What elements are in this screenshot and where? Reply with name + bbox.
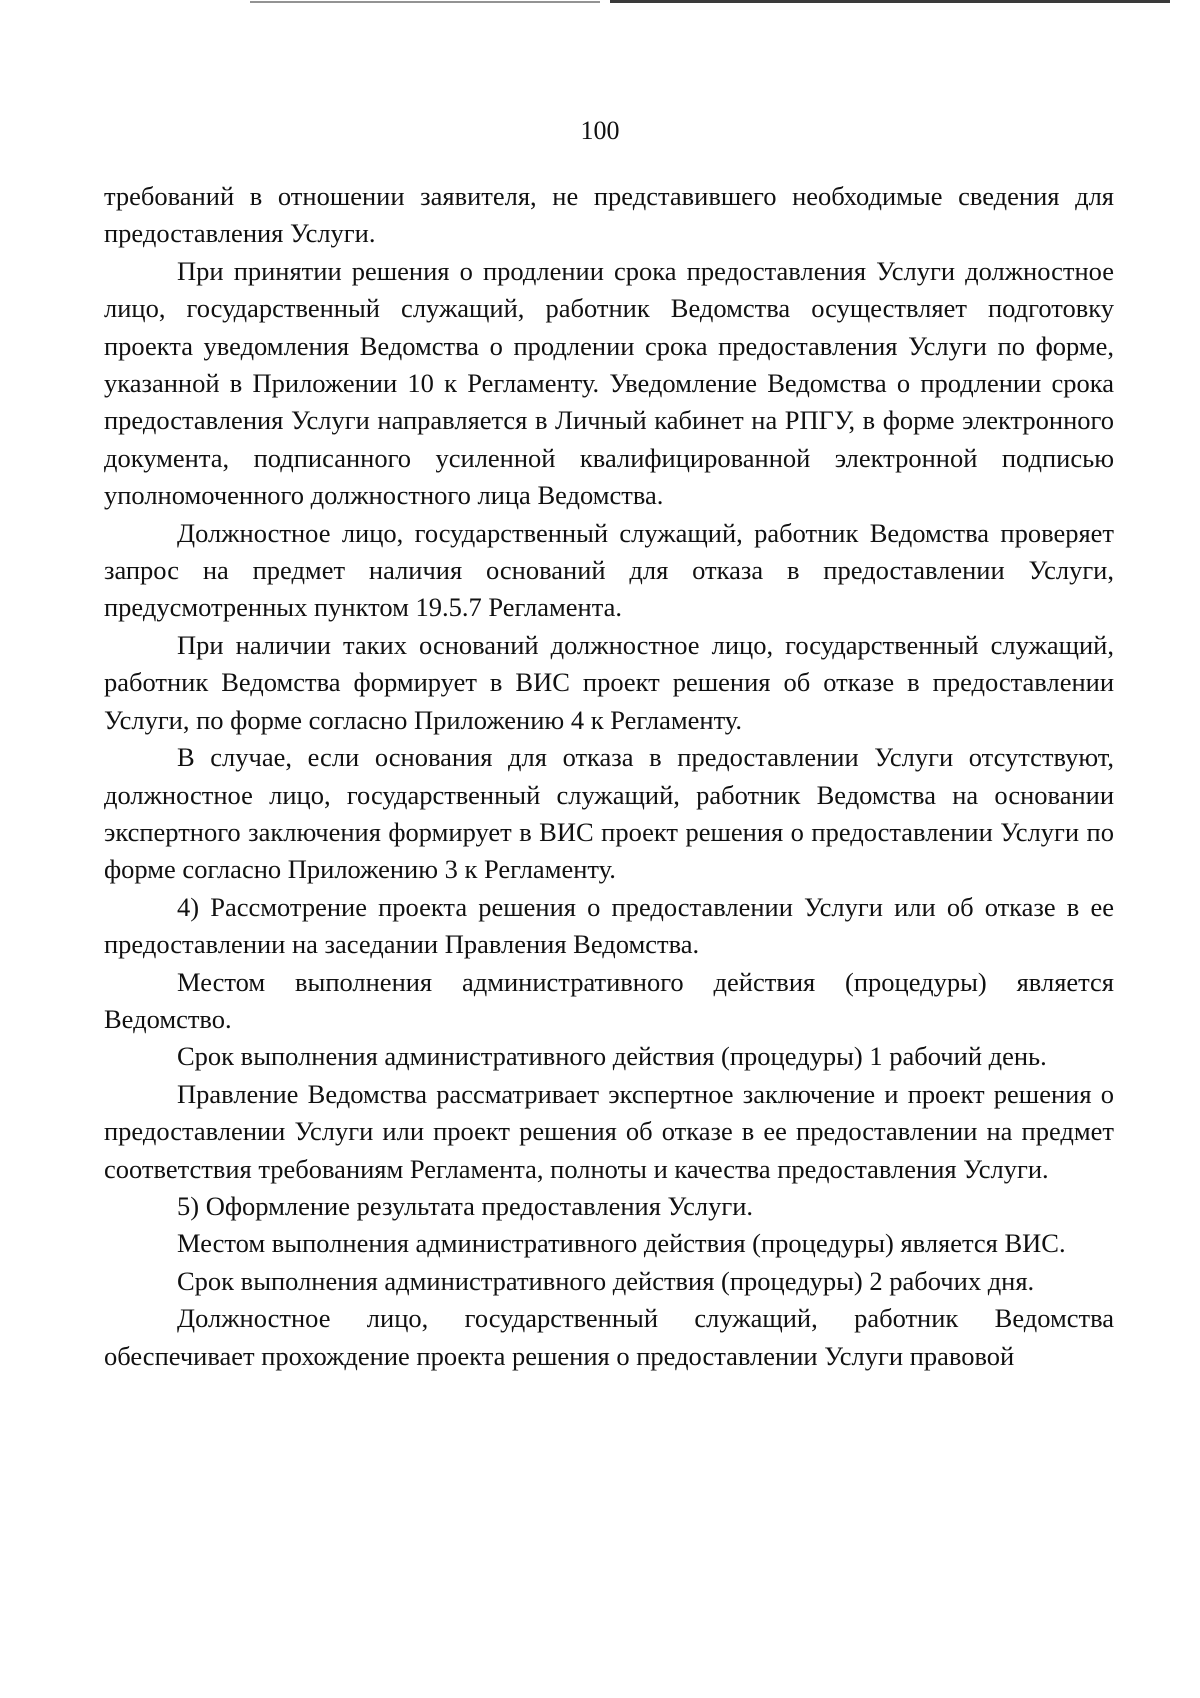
paragraph: В случае, если основания для отказа в предоставлении Услуги отсутствуют, должностное лицо, государственный служащий, работник Ведомства на основании экспертного заключения формирует в ВИС проект решения о предоставлении Услуги по форме согласно Приложению 3 к Регламенту. (104, 742, 1114, 885)
paragraph: Местом выполнения административного действия (процедуры) является Ведомство. (104, 966, 1114, 1034)
document-body (104, 178, 1114, 1375)
paragraph: Срок выполнения административного действия (процедуры) 1 рабочий день. (177, 1041, 1047, 1072)
paragraph: 4) Рассмотрение проекта решения о предоставлении Услуги или об отказе в ее предоставлении на заседании Правления Ведомства. (104, 891, 1114, 960)
paragraph: При наличии таких оснований должностное лицо, государственный служащий, работник Ведомства формирует в ВИС проект решения об отказе в предоставлении Услуги, по форме согласно Приложению 4 к Регламенту. (104, 629, 1114, 735)
paragraph: Местом выполнения административного действия (процедуры) является ВИС. (177, 1228, 1066, 1259)
paragraph: Должностное лицо, государственный служащий, работник Ведомства проверяет запрос на предмет наличия оснований для отказа в предоставлении Услуги, предусмотренных пунктом 19.5.7 Регламента. (104, 517, 1114, 623)
paragraph: При принятии решения о продлении срока предоставления Услуги должностное лицо, государственный служащий, работник Ведомства осуществляет подготовку проекта уведомления Ведомства о продлении срока предоставления Услуги по форме, указанной в Приложении 10 к Регламенту. Уведомление Ведомства о продлении срока предоставления Услуги направляется в Личный кабинет на РПГУ, в форме электронного документа, подписанного усиленной квалифицированной электронной подписью уполномоченного должностного лица Ведомства. (104, 255, 1114, 511)
paragraph: Правление Ведомства рассматривает экспертное заключение и проект решения о предоставлении Услуги или проект решения об отказе в ее предоставлении на предмет соответствия требованиям Регламента, полноты и качества предоставления Услуги. (104, 1078, 1114, 1184)
paragraph: Должностное лицо, государственный служащий, работник Ведомства обеспечивает прохождение проекта решения о предоставлении Услуги правовой (104, 1303, 1114, 1371)
paragraph: Срок выполнения административного действия (процедуры) 2 рабочих дня. (177, 1265, 1035, 1296)
scan-edge-line (250, 1, 600, 3)
page-number: 100 (580, 116, 620, 145)
scan-edge-line (610, 0, 1170, 3)
paragraph-continuation: требований в отношении заявителя, не представившего необходимые сведения для предоставления Услуги. (104, 181, 1114, 249)
paragraph: 5) Оформление результата предоставления Услуги. (177, 1190, 753, 1221)
